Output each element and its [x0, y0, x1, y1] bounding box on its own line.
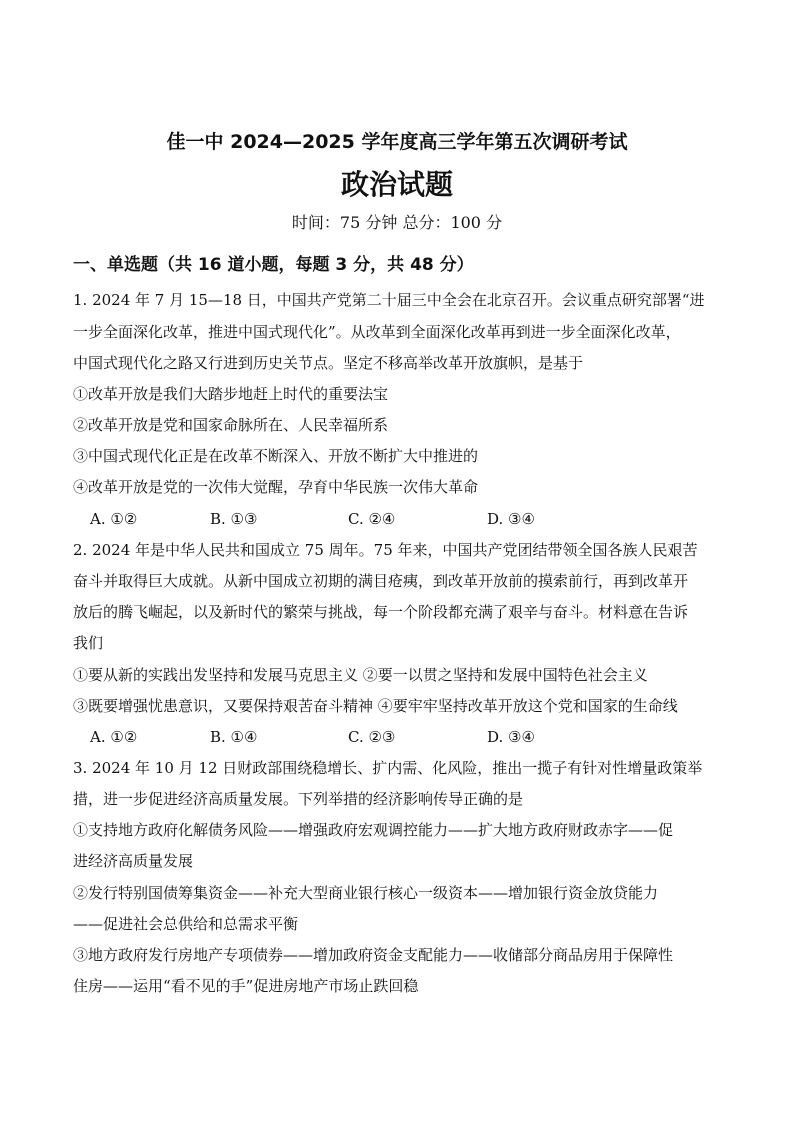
question-3-item: 住房——运用“看不见的手”促进房地产市场止跌回稳 — [73, 977, 419, 995]
question-2-option-a: A. ①② — [90, 728, 138, 746]
question-2-option-d: D. ③④ — [487, 728, 535, 746]
subject-title: 政治试题 — [340, 168, 453, 201]
question-1-option-a: A. ①② — [90, 510, 138, 528]
question-2-item: ①要从新的实践出发坚持和发展马克思主义 ②要一以贯之坚持和发展中国特色社会主义 — [73, 666, 648, 684]
section-title: 一、单选题（共 16 道小题，每题 3 分，共 48 分） — [73, 255, 474, 275]
question-3-item: ③地方政府发行房地产专项债券——增加政府资金支配能力——收储部分商品房用于保障性 — [73, 946, 674, 964]
question-1-stem-line: 中国式现代化之路又行进到历史关节点。坚定不移高举改革开放旗帜，是基于 — [73, 354, 584, 372]
question-3-stem-line: 措，进一步促进经济高质量发展。下列举措的经济影响传导正确的是 — [73, 790, 524, 808]
exam-title: 佳一中 2024—2025 学年度高三学年第五次调研考试 — [166, 131, 628, 153]
question-1-option-c: C. ②④ — [348, 510, 396, 528]
question-3-item: 进经济高质量发展 — [73, 852, 194, 870]
question-2-option-b: B. ①④ — [210, 728, 258, 746]
question-2-stem-line: 2. 2024 年是中华人民共和国成立 75 周年。75 年来，中国共产党团结带领全国各族人民艰苦 — [73, 541, 698, 559]
time-info: 时间：75 分钟 总分：100 分 — [291, 213, 503, 232]
question-3-item: ②发行特别国债筹集资金——补充大型商业银行核心一级资本——增加银行资金放贷能力 — [73, 884, 659, 902]
question-2-stem-line: 奋斗并取得巨大成就。从新中国成立初期的满目疮痍，到改革开放前的摸索前行，再到改革开 — [73, 572, 689, 590]
question-2-option-c: C. ②③ — [348, 728, 396, 746]
question-1-item: ①改革开放是我们大踏步地赶上时代的重要法宝 — [73, 385, 389, 403]
question-2-stem-line: 我们 — [73, 634, 104, 652]
question-2-stem-line: 放后的腾飞崛起，以及新时代的繁荣与挑战，每一个阶段都充满了艰辛与奋斗。材料意在告诉 — [73, 603, 689, 621]
question-3-item: ①支持地方政府化解债务风险——增强政府宏观调控能力——扩大地方政府财政赤字——促 — [73, 821, 674, 839]
question-1-stem-line: 1. 2024 年 7 月 15—18 日，中国共产党第二十届三中全会在北京召开。会议重点研究部署“进 — [73, 291, 705, 309]
question-3-item: ——促进社会总供给和总需求平衡 — [73, 915, 299, 933]
question-3-stem-line: 3. 2024 年 10 月 12 日财政部围绕稳增长、扩内需、化风险，推出一揽子有针对性增量政策举 — [73, 759, 703, 777]
question-1-option-d: D. ③④ — [487, 510, 535, 528]
question-1-stem-line: 一步全面深化改革，推进中国式现代化”。从改革到全面深化改革再到进一步全面深化改革， — [73, 323, 681, 341]
question-1-item: ②改革开放是党和国家命脉所在、人民幸福所系 — [73, 416, 389, 434]
question-1-item: ③中国式现代化正是在改革不断深入、开放不断扩大中推进的 — [73, 447, 479, 465]
question-2-item: ③既要增强忧患意识，又要保持艰苦奋斗精神 ④要牢牢坚持改革开放这个党和国家的生命线 — [73, 697, 678, 715]
question-1-option-b: B. ①③ — [210, 510, 258, 528]
question-1-item: ④改革开放是党的一次伟大觉醒，孕育中华民族一次伟大革命 — [73, 478, 479, 496]
